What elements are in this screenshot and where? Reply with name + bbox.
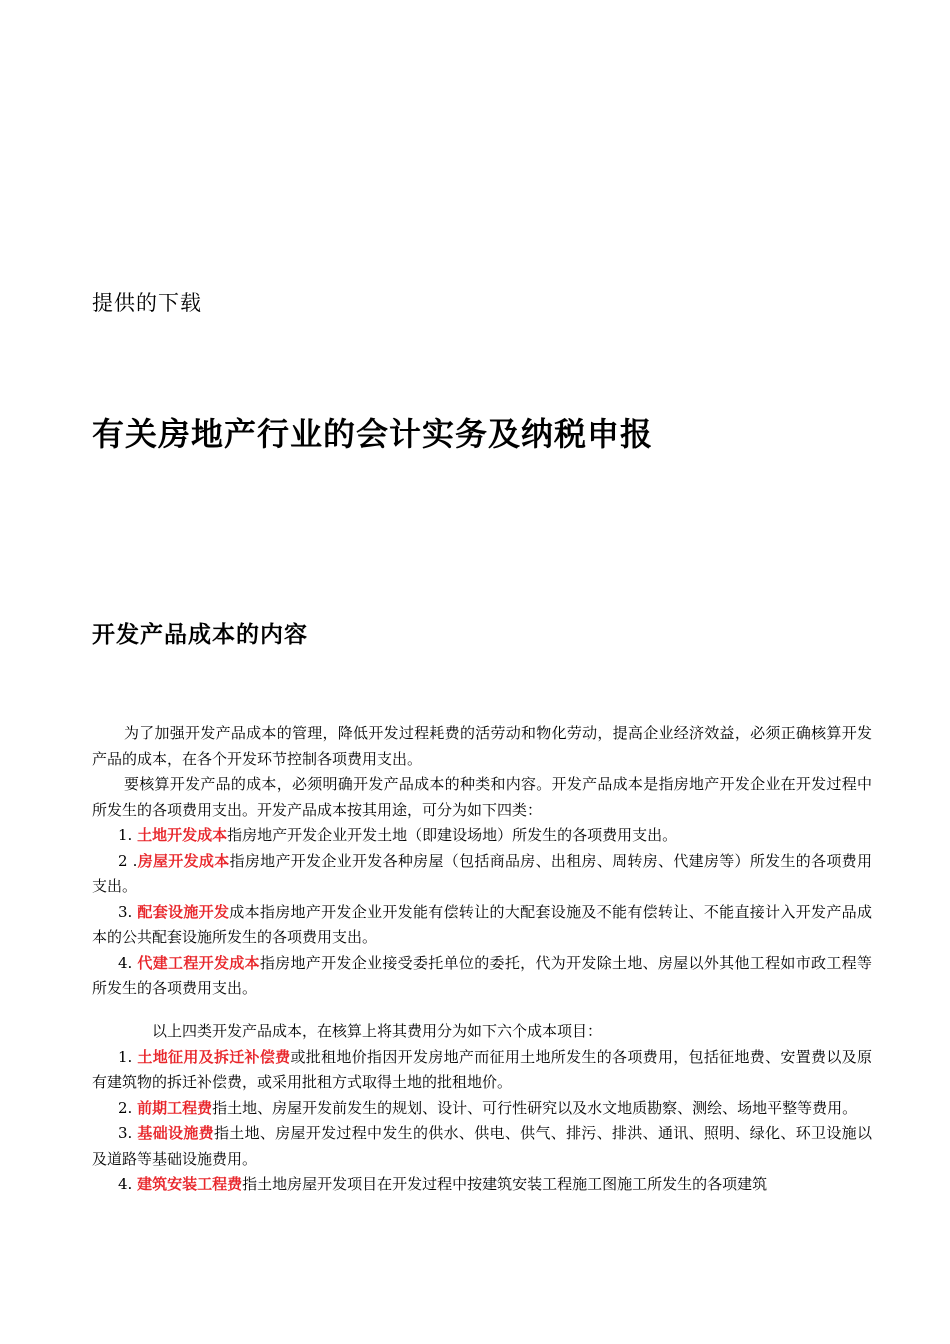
cost-item [92, 1096, 872, 1122]
category-item [92, 849, 872, 900]
item-number: 4. [118, 1175, 133, 1193]
category-term: 配套设施开发 [137, 902, 230, 921]
cost-item [92, 1172, 872, 1198]
item-number: 1. [118, 826, 133, 844]
category-term: 土地开发成本 [137, 826, 228, 844]
cost-desc: 或批租地价指因开发房地产而征用土地所发生的各项费用，包括征地费、安置费以及原有建筑物的拆迁补偿费，或采用批租方式取得土地的批租地价。 [92, 1047, 872, 1091]
item-number: 3. [118, 902, 133, 921]
provider-text: 提供的下载 [92, 291, 202, 315]
items-intro: 以上四类开发产品成本，在核算上将其费用分为如下六个成本项目： [152, 1022, 603, 1040]
category-term: 房屋开发成本 [137, 851, 230, 870]
cost-term: 前期工程费 [137, 1098, 213, 1117]
category-term: 代建工程开发成本 [137, 953, 260, 972]
item-number: 2 . [118, 851, 138, 870]
category-item [92, 823, 872, 849]
document-title: 有关房地产行业的会计实务及纳税申报 [92, 415, 654, 453]
cost-item [92, 1045, 872, 1096]
cost-item [92, 1121, 872, 1172]
intro-paragraph: 要核算开发产品的成本，必须明确开发产品成本的种类和内容。开发产品成本是指房地产开发企业在开发过程中所发生的各项费用支出。开发产品成本按其用途，可分为如下四类： [92, 775, 872, 819]
category-desc: 成本指房地产开发企业开发能有偿转让的大配套设施及不能有偿转让、不能直接计入开发产品成本的公共配套设施所发生的各项费用支出。 [92, 902, 872, 946]
category-item [92, 900, 872, 951]
item-number: 2. [118, 1098, 133, 1117]
category-desc: 指房地产开发企业开发各种房屋（包括商品房、出租房、周转房、代建房等）所发生的各项费用支出。 [92, 851, 872, 895]
item-number: 3. [118, 1124, 133, 1142]
intro-paragraph: 为了加强开发产品成本的管理，降低开发过程耗费的活劳动和物化劳动，提高企业经济效益，必须正确核算开发产品的成本，在各个开发环节控制各项费用支出。 [92, 724, 872, 768]
category-desc: 指房地产开发企业开发土地（即建设场地）所发生的各项费用支出。 [227, 826, 678, 844]
cost-desc: 指土地、房屋开发前发生的规划、设计、可行性研究以及水文地质勘察、测绘、场地平整等费用。 [212, 1098, 858, 1117]
category-desc: 指房地产开发企业接受委托单位的委托，代为开发除土地、房屋以外其他工程如市政工程等所发生的各项费用支出。 [92, 953, 872, 997]
item-number: 1. [118, 1047, 133, 1066]
cost-term: 基础设施费 [137, 1124, 214, 1142]
cost-desc: 指土地房屋开发项目在开发过程中按建筑安装工程施工图施工所发生的各项建筑 [242, 1175, 768, 1193]
section-heading: 开发产品成本的内容 [92, 622, 308, 648]
intro-block [92, 721, 872, 1002]
cost-items-block [92, 1019, 872, 1198]
item-number: 4. [118, 953, 133, 972]
cost-term: 土地征用及拆迁补偿费 [137, 1047, 291, 1066]
category-item [92, 951, 872, 1002]
cost-desc: 指土地、房屋开发过程中发生的供水、供电、供气、排污、排洪、通讯、照明、绿化、环卫设施以及道路等基础设施费用。 [92, 1124, 872, 1168]
cost-term: 建筑安装工程费 [137, 1175, 243, 1193]
